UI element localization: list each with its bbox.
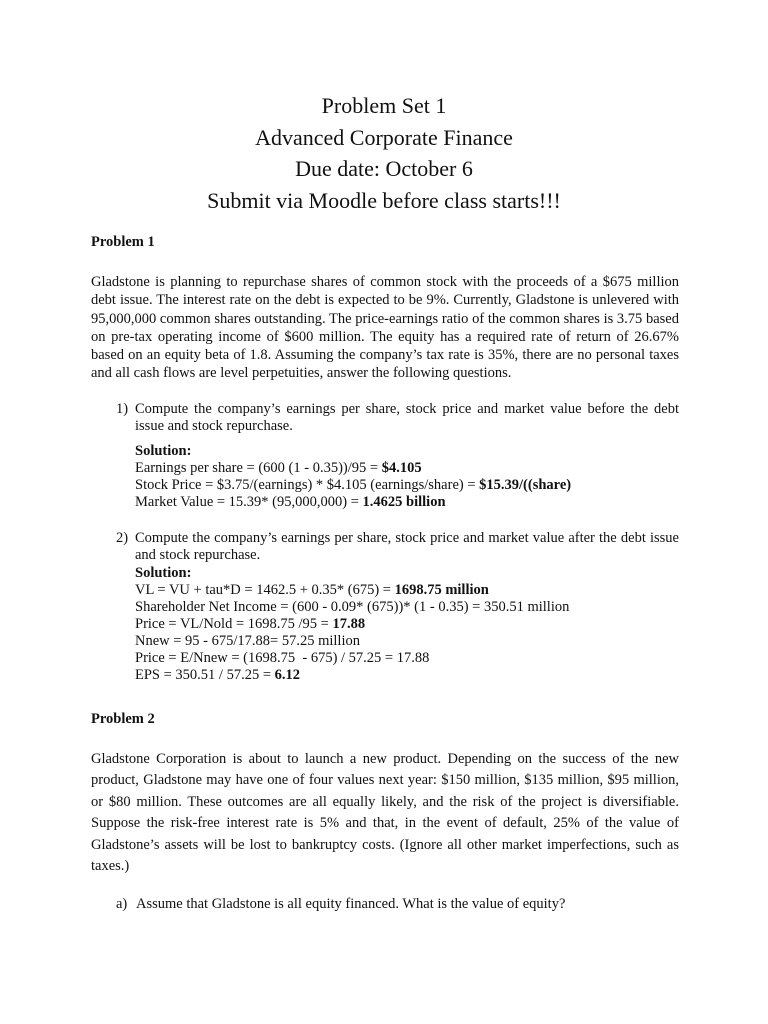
question-1-number: 1) [116,401,129,417]
solution-price-enew-line: Price = E/Nnew = (1698.75 - 675) / 57.25 = 17.88 [135,650,430,666]
question-a-number: a) [116,896,128,912]
title-due-date: Due date: October 6 [295,156,473,181]
problem-2-heading: Problem 2 [91,711,155,727]
question-a-text: Assume that Gladstone is all equity financed. What is the value of equity? [136,896,566,912]
question-2-number: 2) [116,530,129,546]
problem-1-heading: Problem 1 [91,234,155,250]
solution-nnew-line: Nnew = 95 - 675/17.88= 57.25 million [135,633,360,649]
problem-2-intro: Gladstone Corporation is about to launch a new product. Depending on the success of the new product, Gladstone may have one of four values next year: $150 million, $135 million, $95 million, or $80 million. These outcomes are all equally likely, and the risk of the project is diversifiable. Suppose the risk-free interest rate is 5% and that, in the event of default, 25% of the value of Gladstone’s assets will be lost to bankruptcy costs. (Ignore all other market imperfections, such as taxes.) [91,751,679,875]
solution-label: Solution: [135,443,192,459]
solution-vl-line: VL = VU + tau*D = 1462.5 + 0.35* (675) = 1698.75 million [135,582,489,598]
question-1-solution [135,443,679,511]
document-title-block [0,90,768,216]
title-problem-set: Problem Set 1 [321,93,447,118]
title-submission-note: Submit via Moodle before class starts!!! [207,187,561,213]
solution-label: Solution: [135,565,192,581]
question-2-text: Compute the company’s earnings per share, stock price and market value after the debt issue and stock repurchase. [135,530,679,563]
question-1-text: Compute the company’s earnings per share, stock price and market value before the debt issue and stock repurchase. [135,401,679,434]
solution-market-value-line: Market Value = 15.39* (95,000,000) = 1.4625 billion [135,494,446,510]
problem-1-intro: Gladstone is planning to repurchase shares of common stock with the proceeds of a $675 million debt issue. The interest rate on the debt is expected to be 9%. Currently, Gladstone is unlevered with 95,000,000 common shares outstanding. The price-earnings ratio of the common shares is 3.75 based on pre-tax operating income of $600 million. The equity has a required rate of return of 26.67% based on an equity beta of 1.8. Assuming the company’s tax rate is 35%, there are no personal taxes and all cash flows are level perpetuities, answer the following questions. [91,274,679,382]
solution-price-line: Stock Price = $3.75/(earnings) * $4.105 (earnings/share) = $15.39/((share) [135,477,572,493]
solution-price-line: Price = VL/Nold = 1698.75 /95 = 17.88 [135,616,366,632]
solution-eps-line: Earnings per share = (600 (1 - 0.35))/95 = $4.105 [135,460,422,476]
question-2-solution [135,565,679,684]
solution-net-income-line: Shareholder Net Income = (600 - 0.09* (675))* (1 - 0.35) = 350.51 million [135,599,570,615]
title-course: Advanced Corporate Finance [255,124,513,150]
solution-eps-line: EPS = 350.51 / 57.25 = 6.12 [135,667,300,683]
